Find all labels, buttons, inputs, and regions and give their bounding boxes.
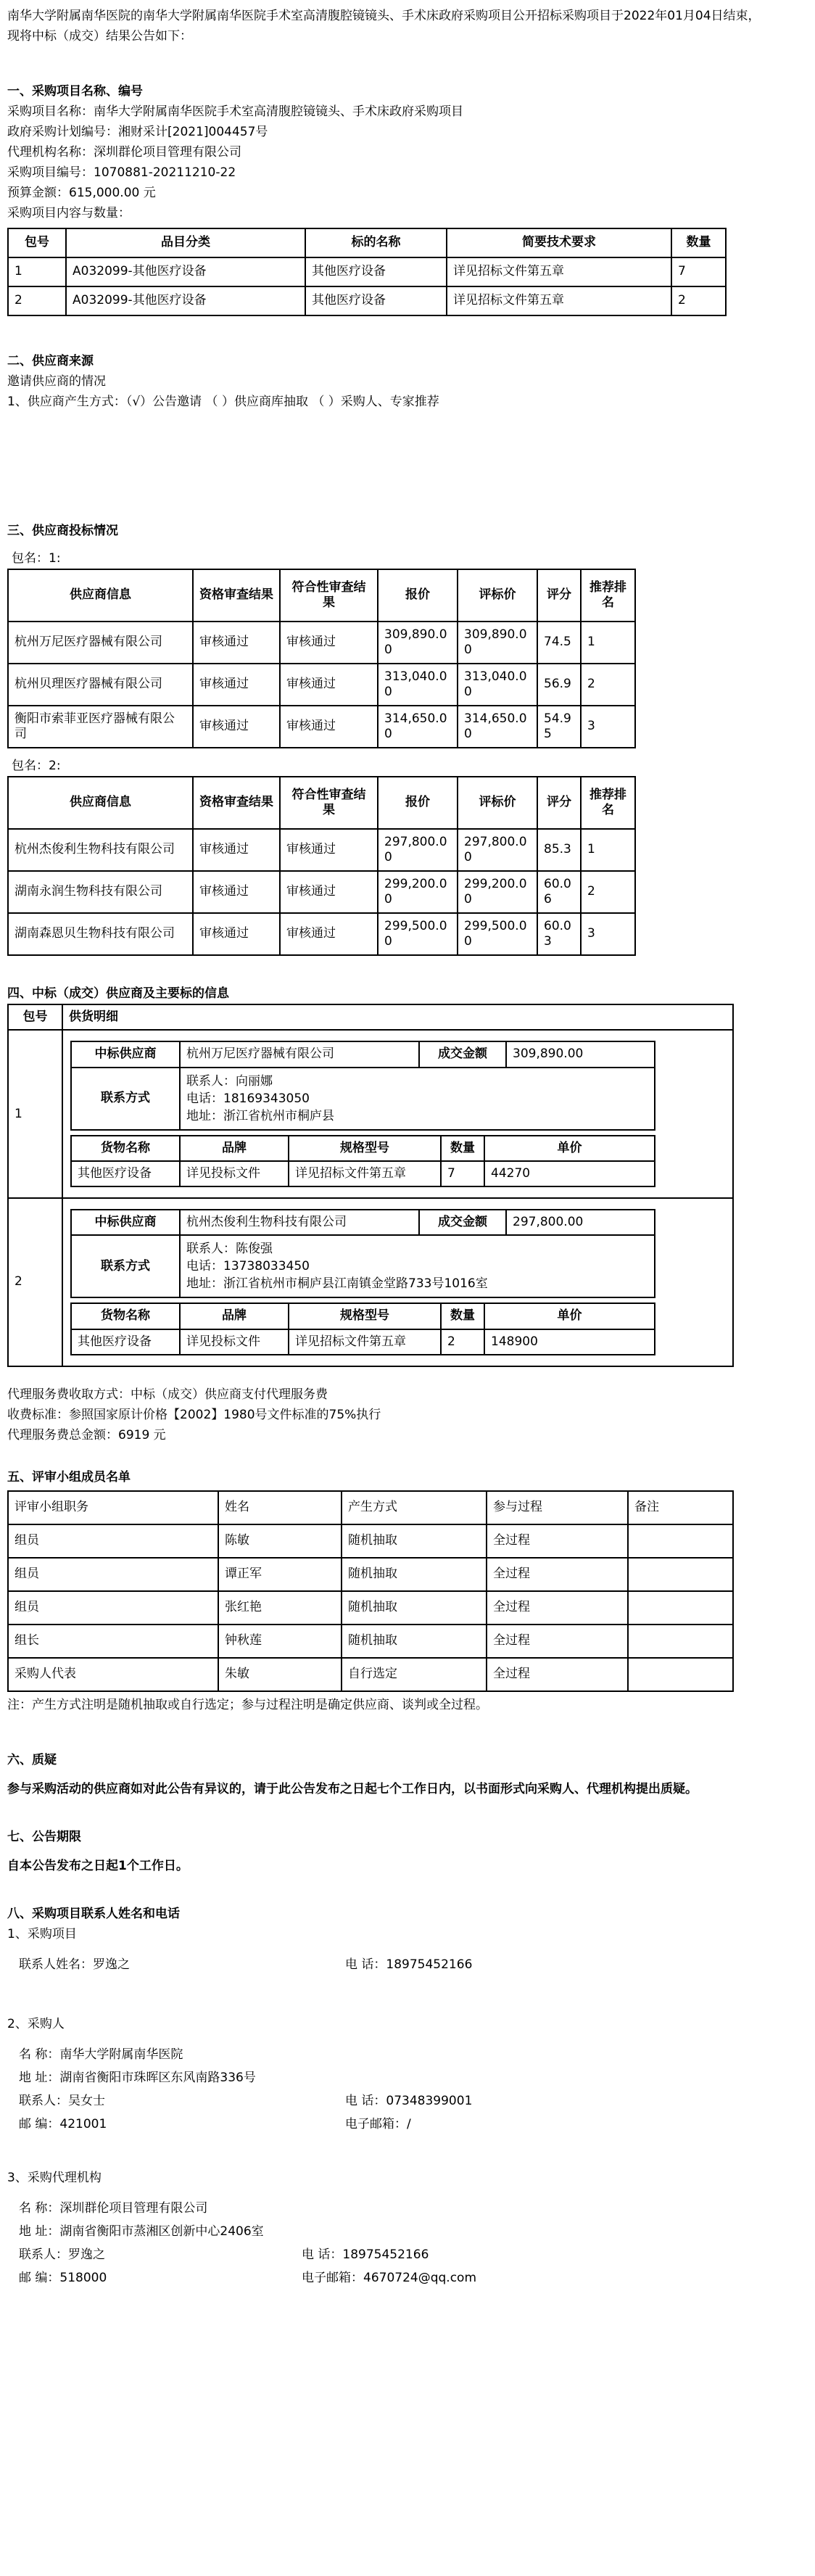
items-header-cell: 标的名称 [305, 228, 447, 257]
win-contact-label: 联系方式 [71, 1235, 180, 1297]
bid-cell: 313,040.00 [378, 664, 458, 706]
table-row [8, 829, 635, 871]
bid-cell: 60.06 [537, 871, 581, 913]
bid-cell: 2 [581, 871, 635, 913]
bids-header-cell: 资格审查结果 [193, 777, 280, 829]
items-cell: 其他医疗设备 [305, 257, 447, 286]
bid-cell: 审核通过 [193, 829, 280, 871]
table-row [8, 1658, 733, 1691]
bid-cell: 审核通过 [280, 664, 378, 706]
fee-method: 代理服务费收取方式：中标（成交）供应商支付代理服务费 [7, 1387, 328, 1402]
win-supplier-table [70, 1041, 655, 1130]
purchaser-phone: 电 话：07348399001 [345, 2093, 473, 2108]
goods-header-cell: 货物名称 [71, 1136, 180, 1161]
table-row [8, 622, 635, 664]
items-header-cell: 数量 [671, 228, 726, 257]
project-contact-name: 联系人姓名：罗逸之 [19, 1957, 130, 1972]
table-row [8, 1625, 733, 1658]
section-supplier-source [7, 351, 808, 412]
win-detail [62, 1198, 733, 1366]
items-cell: 7 [671, 257, 726, 286]
purchaser-address-row [7, 2066, 808, 2089]
win-supplier-table [70, 1209, 655, 1298]
bid-cell: 审核通过 [193, 664, 280, 706]
review-cell: 组员 [8, 1591, 218, 1625]
agency-postcode: 邮 编：518000 [19, 2270, 107, 2285]
goods-cell: 详见招标文件第五章 [289, 1161, 441, 1186]
bids-header-cell: 符合性审查结果 [280, 777, 378, 829]
bids-header-cell: 供应商信息 [8, 777, 193, 829]
intro [7, 6, 808, 46]
bid-cell: 313,040.00 [458, 664, 537, 706]
review-cell: 朱敏 [218, 1658, 342, 1691]
notice-period-text: 自本公告发布之日起1个工作日。 [7, 1858, 189, 1873]
items-cell: A032099-其他医疗设备 [66, 257, 305, 286]
items-cell: 详见招标文件第五章 [447, 257, 671, 286]
goods-cell: 7 [441, 1161, 484, 1186]
win-goods-header [71, 1136, 655, 1161]
bid-cell: 1 [581, 829, 635, 871]
items-cell: 1 [8, 257, 66, 286]
bid-cell: 湖南森恩贝生物科技有限公司 [8, 913, 193, 955]
bids-header-cell: 评分 [537, 777, 581, 829]
bid-cell: 74.5 [537, 622, 581, 664]
win-amount-label: 成交金额 [419, 1210, 506, 1235]
bid-cell: 60.03 [537, 913, 581, 955]
bids-header-cell: 评分 [537, 569, 581, 622]
review-cell: 钟秋莲 [218, 1625, 342, 1658]
section-4-title: 四、中标（成交）供应商及主要标的信息 [7, 986, 229, 1001]
goods-cell: 其他医疗设备 [71, 1161, 180, 1186]
items-cell: 其他医疗设备 [305, 286, 447, 315]
goods-header-cell: 数量 [441, 1136, 484, 1161]
table-row [8, 1591, 733, 1625]
goods-cell: 148900 [484, 1329, 655, 1355]
review-cell: 随机抽取 [342, 1591, 487, 1625]
review-cell [628, 1625, 733, 1658]
win-contact-address: 地址：浙江省杭州市桐庐县 [186, 1108, 334, 1123]
bid-cell: 3 [581, 913, 635, 955]
budget-amount: 预算金额：615,000.00 元 [7, 186, 156, 200]
win-package-number: 1 [8, 1030, 62, 1198]
review-cell: 全过程 [487, 1524, 628, 1558]
bid-cell: 杭州贝理医疗器械有限公司 [8, 664, 193, 706]
purchaser-postcode: 邮 编：421001 [19, 2116, 107, 2131]
agency-contact-row [7, 2243, 808, 2266]
intro-line-2: 现将中标（成交）结果公告如下： [7, 29, 192, 44]
review-cell: 陈敏 [218, 1524, 342, 1558]
project-contact-phone: 电 话：18975452166 [345, 1957, 473, 1972]
review-note: 注：产生方式注明是随机抽取或自行选定；参与过程注明是确定供应商、谈判或全过程。 [7, 1697, 488, 1712]
win-amount-value: 297,800.00 [506, 1210, 655, 1235]
section-notice-period [7, 1827, 808, 1876]
win-contact-phone: 电话：18169343050 [186, 1091, 310, 1106]
win-contact-person: 联系人：向丽娜 [186, 1073, 273, 1089]
goods-header-cell: 规格型号 [289, 1136, 441, 1161]
review-cell: 组员 [8, 1524, 218, 1558]
bid-cell: 审核通过 [280, 829, 378, 871]
table-row [8, 1198, 733, 1366]
bid-cell: 309,890.00 [378, 622, 458, 664]
review-cell: 组员 [8, 1558, 218, 1591]
bid-cell: 297,800.00 [378, 829, 458, 871]
bids-header-cell: 资格审查结果 [193, 569, 280, 622]
table-row [71, 1329, 655, 1355]
winners-table [7, 1004, 734, 1367]
win-contact-label: 联系方式 [71, 1068, 180, 1130]
agency-name: 代理机构名称：深圳群伦项目管理有限公司 [7, 145, 241, 160]
review-cell [628, 1524, 733, 1558]
goods-header-cell: 数量 [441, 1303, 484, 1329]
review-cell: 自行选定 [342, 1658, 487, 1691]
review-cell: 全过程 [487, 1625, 628, 1658]
win-supplier-row [71, 1041, 655, 1067]
bid-cell: 54.95 [537, 706, 581, 748]
winners-header-pkg: 包号 [8, 1004, 62, 1030]
purchaser-contact-row [7, 2089, 808, 2113]
bid-cell: 杭州杰俊利生物科技有限公司 [8, 829, 193, 871]
items-table-header [8, 228, 726, 257]
items-cell: 2 [671, 286, 726, 315]
bid-cell: 85.3 [537, 829, 581, 871]
review-cell: 随机抽取 [342, 1524, 487, 1558]
items-header-cell: 简要技术要求 [447, 228, 671, 257]
project-name: 采购项目名称：南华大学附属南华医院手术室高清腹腔镜镜头、手术床政府采购项目 [7, 104, 463, 119]
section-project-info [7, 81, 808, 316]
bid-cell: 299,500.00 [458, 913, 537, 955]
win-supplier-name: 杭州万尼医疗器械有限公司 [180, 1041, 419, 1067]
bid-cell: 审核通过 [193, 622, 280, 664]
bid-cell: 2 [581, 664, 635, 706]
bid-cell: 审核通过 [280, 622, 378, 664]
review-cell: 随机抽取 [342, 1625, 487, 1658]
purchaser-contact: 联系人：吴女士 [19, 2093, 105, 2108]
review-cell: 采购人代表 [8, 1658, 218, 1691]
contacts-sub-agency: 3、采购代理机构 [7, 2170, 102, 2185]
bids-table-package-2 [7, 776, 636, 956]
win-contact-phone: 电话：13738033450 [186, 1259, 310, 1274]
review-header-cell: 产生方式 [342, 1491, 487, 1524]
table-row [71, 1161, 655, 1186]
items-cell: A032099-其他医疗设备 [66, 286, 305, 315]
goods-header-cell: 单价 [484, 1303, 655, 1329]
goods-cell: 其他医疗设备 [71, 1329, 180, 1355]
bid-cell: 3 [581, 706, 635, 748]
bid-cell: 299,500.00 [378, 913, 458, 955]
review-table-header [8, 1491, 733, 1524]
bid-cell: 314,650.00 [458, 706, 537, 748]
items-cell: 详见招标文件第五章 [447, 286, 671, 315]
items-cell: 2 [8, 286, 66, 315]
items-table [7, 228, 727, 316]
bids-header-cell: 评标价 [458, 569, 537, 622]
bids-header-cell: 评标价 [458, 777, 537, 829]
agency-address-row [7, 2220, 808, 2243]
review-header-cell: 姓名 [218, 1491, 342, 1524]
supplier-method: 1、供应商产生方式：（√）公告邀请 （ ）供应商库抽取 （ ）采购人、专家推荐 [7, 395, 439, 409]
win-contact-info [180, 1068, 655, 1130]
agency-email: 电子邮箱：4670724@qq.com [302, 2270, 477, 2285]
win-contact-person: 联系人：陈俊强 [186, 1242, 273, 1257]
section-6-title: 六、质疑 [7, 1752, 57, 1767]
bid-cell: 审核通过 [280, 913, 378, 955]
bids-table-header [8, 777, 635, 829]
bids-table-header [8, 569, 635, 622]
win-contact-info [180, 1235, 655, 1297]
bids-header-cell: 供应商信息 [8, 569, 193, 622]
review-cell [628, 1658, 733, 1691]
purchaser-name: 名 称：南华大学附属南华医院 [19, 2047, 183, 2062]
win-supplier-label: 中标供应商 [71, 1210, 180, 1235]
winners-header-detail: 供货明细 [62, 1004, 733, 1030]
win-detail [62, 1030, 733, 1198]
bid-cell: 299,200.00 [378, 871, 458, 913]
review-cell: 张红艳 [218, 1591, 342, 1625]
table-row [8, 1030, 733, 1198]
agency-contact-name: 名 称：深圳群伦项目管理有限公司 [19, 2200, 208, 2216]
bid-cell: 审核通过 [193, 913, 280, 955]
project-number: 采购项目编号：1070881-20211210-22 [7, 165, 236, 180]
goods-cell: 详见投标文件 [180, 1329, 289, 1355]
section-3-title: 三、供应商投标情况 [7, 524, 118, 538]
bids-table-package-1 [7, 569, 636, 748]
win-goods-header [71, 1303, 655, 1329]
win-supplier-row [71, 1210, 655, 1235]
review-cell: 随机抽取 [342, 1558, 487, 1591]
agency-contact: 联系人：罗逸之 [19, 2247, 105, 2262]
goods-header-cell: 规格型号 [289, 1303, 441, 1329]
section-5-title: 五、评审小组成员名单 [7, 1469, 131, 1485]
table-row [8, 1558, 733, 1591]
goods-header-cell: 货物名称 [71, 1303, 180, 1329]
review-header-cell: 评审小组职务 [8, 1491, 218, 1524]
win-contact-row [71, 1235, 655, 1297]
agency-address: 地 址：湖南省衡阳市蒸湘区创新中心2406室 [19, 2224, 264, 2239]
review-table [7, 1490, 734, 1692]
win-contact-row [71, 1068, 655, 1130]
package-1-label: 包名：1: [12, 551, 61, 566]
bid-cell: 衡阳市索菲亚医疗器械有限公司 [8, 706, 193, 748]
win-supplier-name: 杭州杰俊利生物科技有限公司 [180, 1210, 419, 1235]
contacts-sub-purchaser: 2、采购人 [7, 2016, 65, 2031]
section-bids [7, 521, 808, 956]
win-amount-value: 309,890.00 [506, 1041, 655, 1067]
win-amount-label: 成交金额 [419, 1041, 506, 1067]
section-objection [7, 1750, 808, 1799]
win-goods-table [70, 1303, 655, 1355]
bid-cell: 审核通过 [280, 871, 378, 913]
bids-header-cell: 报价 [378, 777, 458, 829]
section-1-title: 一、采购项目名称、编号 [7, 84, 143, 99]
purchaser-address: 地 址：湖南省衡阳市珠晖区东风南路336号 [19, 2070, 256, 2085]
goods-header-cell: 单价 [484, 1136, 655, 1161]
review-cell: 全过程 [487, 1658, 628, 1691]
section-winners [7, 983, 808, 1445]
bid-cell: 审核通过 [193, 706, 280, 748]
bids-header-cell: 推荐排名 [581, 569, 635, 622]
win-supplier-label: 中标供应商 [71, 1041, 180, 1067]
table-row [8, 871, 635, 913]
bids-header-cell: 报价 [378, 569, 458, 622]
items-header-cell: 品目分类 [66, 228, 305, 257]
fee-total: 代理服务费总金额：6919 元 [7, 1427, 166, 1442]
bid-cell: 297,800.00 [458, 829, 537, 871]
bid-cell: 314,650.00 [378, 706, 458, 748]
goods-cell: 44270 [484, 1161, 655, 1186]
package-2-label: 包名：2: [12, 759, 61, 773]
section-2-title: 二、供应商来源 [7, 354, 94, 368]
win-goods-table [70, 1135, 655, 1188]
review-header-cell: 参与过程 [487, 1491, 628, 1524]
objection-text: 参与采购活动的供应商如对此公告有异议的，请于此公告发布之日起七个工作日内，以书面形式向采购人、代理机构提出质疑。 [7, 1781, 698, 1796]
supplier-invite-label: 邀请供应商的情况 [7, 374, 106, 389]
table-row [8, 913, 635, 955]
review-header-cell: 备注 [628, 1491, 733, 1524]
intro-line-1: 南华大学附属南华医院的南华大学附属南华医院手术室高清腹腔镜镜头、手术床政府采购项目公开招标采购项目于2022年01月04日结束， [7, 9, 761, 23]
review-cell: 谭正军 [218, 1558, 342, 1591]
table-row [8, 664, 635, 706]
winners-table-header [8, 1004, 733, 1030]
purchaser-name-row [7, 2043, 808, 2066]
bid-cell: 1 [581, 622, 635, 664]
review-cell [628, 1591, 733, 1625]
section-review-panel [7, 1467, 808, 1715]
agency-phone: 电 话：18975452166 [302, 2247, 429, 2262]
section-contacts [7, 1904, 808, 2290]
bid-cell: 湖南永润生物科技有限公司 [8, 871, 193, 913]
bid-cell: 299,200.00 [458, 871, 537, 913]
bid-cell: 杭州万尼医疗器械有限公司 [8, 622, 193, 664]
purchaser-post-row [7, 2113, 808, 2136]
project-contact-row [7, 1953, 808, 1976]
goods-header-cell: 品牌 [180, 1136, 289, 1161]
review-cell [628, 1558, 733, 1591]
review-cell: 全过程 [487, 1591, 628, 1625]
bid-cell: 309,890.00 [458, 622, 537, 664]
goods-header-cell: 品牌 [180, 1303, 289, 1329]
win-package-number: 2 [8, 1198, 62, 1366]
section-7-title: 七、公告期限 [7, 1829, 81, 1844]
review-cell: 组长 [8, 1625, 218, 1658]
bids-header-cell: 符合性审查结果 [280, 569, 378, 622]
fee-standard: 收费标准：参照国家原计价格【2002】1980号文件标准的75%执行 [7, 1407, 381, 1422]
win-contact-address: 地址：浙江省杭州市桐庐县江南镇金堂路733号1016室 [186, 1276, 488, 1292]
contacts-sub-project: 1、采购项目 [7, 1926, 77, 1941]
review-cell: 全过程 [487, 1558, 628, 1591]
items-header-cell: 包号 [8, 228, 66, 257]
goods-cell: 详见投标文件 [180, 1161, 289, 1186]
purchaser-email: 电子邮箱：/ [345, 2116, 411, 2131]
table-row [8, 1524, 733, 1558]
table-row [8, 286, 726, 315]
bid-cell: 审核通过 [280, 706, 378, 748]
agency-name-row [7, 2197, 808, 2220]
goods-cell: 2 [441, 1329, 484, 1355]
agency-post-row [7, 2266, 808, 2290]
table-row [8, 706, 635, 748]
table-row [8, 257, 726, 286]
plan-number: 政府采购计划编号：湘财采计[2021]004457号 [7, 125, 268, 139]
section-8-title: 八、采购项目联系人姓名和电话 [7, 1906, 180, 1921]
bid-cell: 56.9 [537, 664, 581, 706]
goods-cell: 详见招标文件第五章 [289, 1329, 441, 1355]
bids-header-cell: 推荐排名 [581, 777, 635, 829]
bid-cell: 审核通过 [193, 871, 280, 913]
content-label: 采购项目内容与数量： [7, 206, 131, 220]
